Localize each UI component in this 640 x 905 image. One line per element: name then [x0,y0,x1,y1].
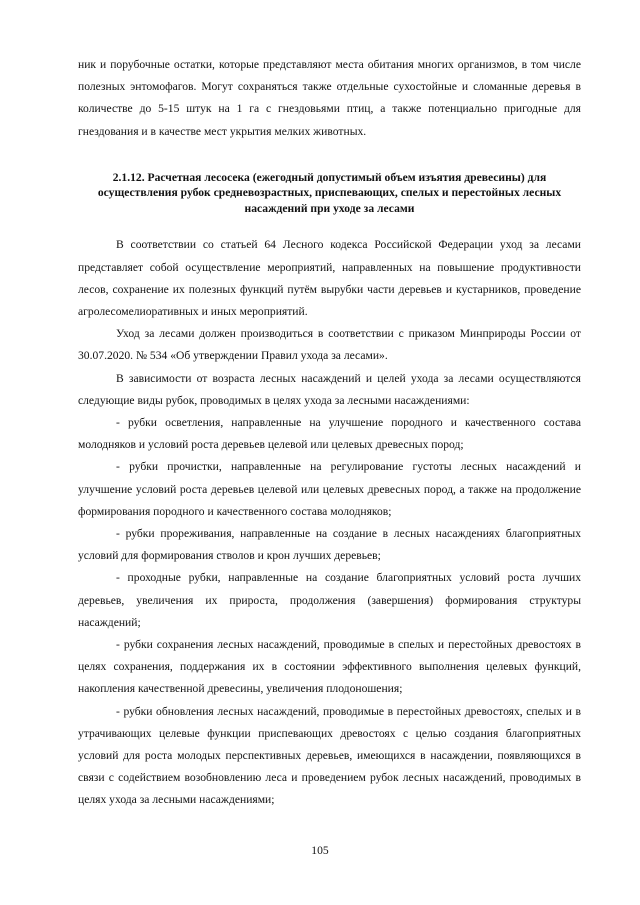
list-item-clearing-cuts: - рубки осветления, направленные на улучшение породного и качественного состава молодняков и условий роста деревьев целевой или целевых древесных пород; [78,415,581,452]
document-page [78,54,581,812]
list-item-passing-cuts: - проходные рубки, направленные на создание благоприятных условий роста лучших деревьев, увеличения их прироста, продолжения (завершения) формирования структуры насаждений; [78,571,581,629]
section-heading: 2.1.12. Расчетная лесосека (ежегодный допустимый объем изъятия древесины) для осуществления рубок средневозрастных, приспевающих, спелых и перестойных лесных насаждений при уходе за лесами [97,170,562,215]
paragraph-cutting-types-intro: В зависимости от возраста лесных насаждений и целей ухода за лесами осуществляются следующие виды рубок, проводимых в целях ухода за лесными насаждениями: [78,371,581,407]
list-item-cleaning-cuts: - рубки прочистки, направленные на регулирование густоты лесных насаждений и улучшение условий роста деревьев целевой или целевых древесных пород, а также на продолжение формирования породного и качественного состава молодняков; [78,460,581,518]
paragraph-ministry-order: Уход за лесами должен производиться в соответствии с приказом Минприроды России от 30.07.2020. № 534 «Об утверждении Правил ухода за лесами». [78,327,581,363]
list-item-renewal-cuts: - рубки обновления лесных насаждений, проводимые в перестойных древостоях, спелых и в утрачивающих целевые функции приспевающих древостоях с целью создания благоприятных условий для роста молодых перспективных деревьев, имеющихся в насаждении, появляющихся в связи с содействием возобновлению леса и проведением рубок лесных насаждений, проводимых в целях ухода за лесными насаждениями; [78,704,581,807]
page-number: 105 [311,844,329,857]
paragraph-forest-code: В соответствии со статьей 64 Лесного кодекса Российской Федерации уход за лесами представляет собой осуществление мероприятий, направленных на повышение продуктивности лесов, сохранение их полезных функций путём вырубки части деревьев и кустарников, проведение агролесомелиоративных и иных мероприятий. [78,238,581,318]
list-item-thinning-cuts: - рубки прореживания, направленные на создание в лесных насаждениях благоприятных условий для формирования стволов и крон лучших деревьев; [78,526,581,563]
continuation-paragraph: ник и порубочные остатки, которые представляют места обитания многих организмов, в том числе полезных энтомофагов. Могут сохраняться также отдельные сухостойные и сломанные деревья в количестве до 5-15 штук на 1 га с гнездовьями птиц, а также потенциально пригодные для гнездования и в качестве мест укрытия мелких животных. [78,58,581,138]
list-item-preservation-cuts: - рубки сохранения лесных насаждений, проводимые в спелых и перестойных древостоях в целях сохранения, поддержания их в состоянии эффективного выполнения целевых функций, накопления качественной древесины, увеличения плодоношения; [78,637,581,696]
